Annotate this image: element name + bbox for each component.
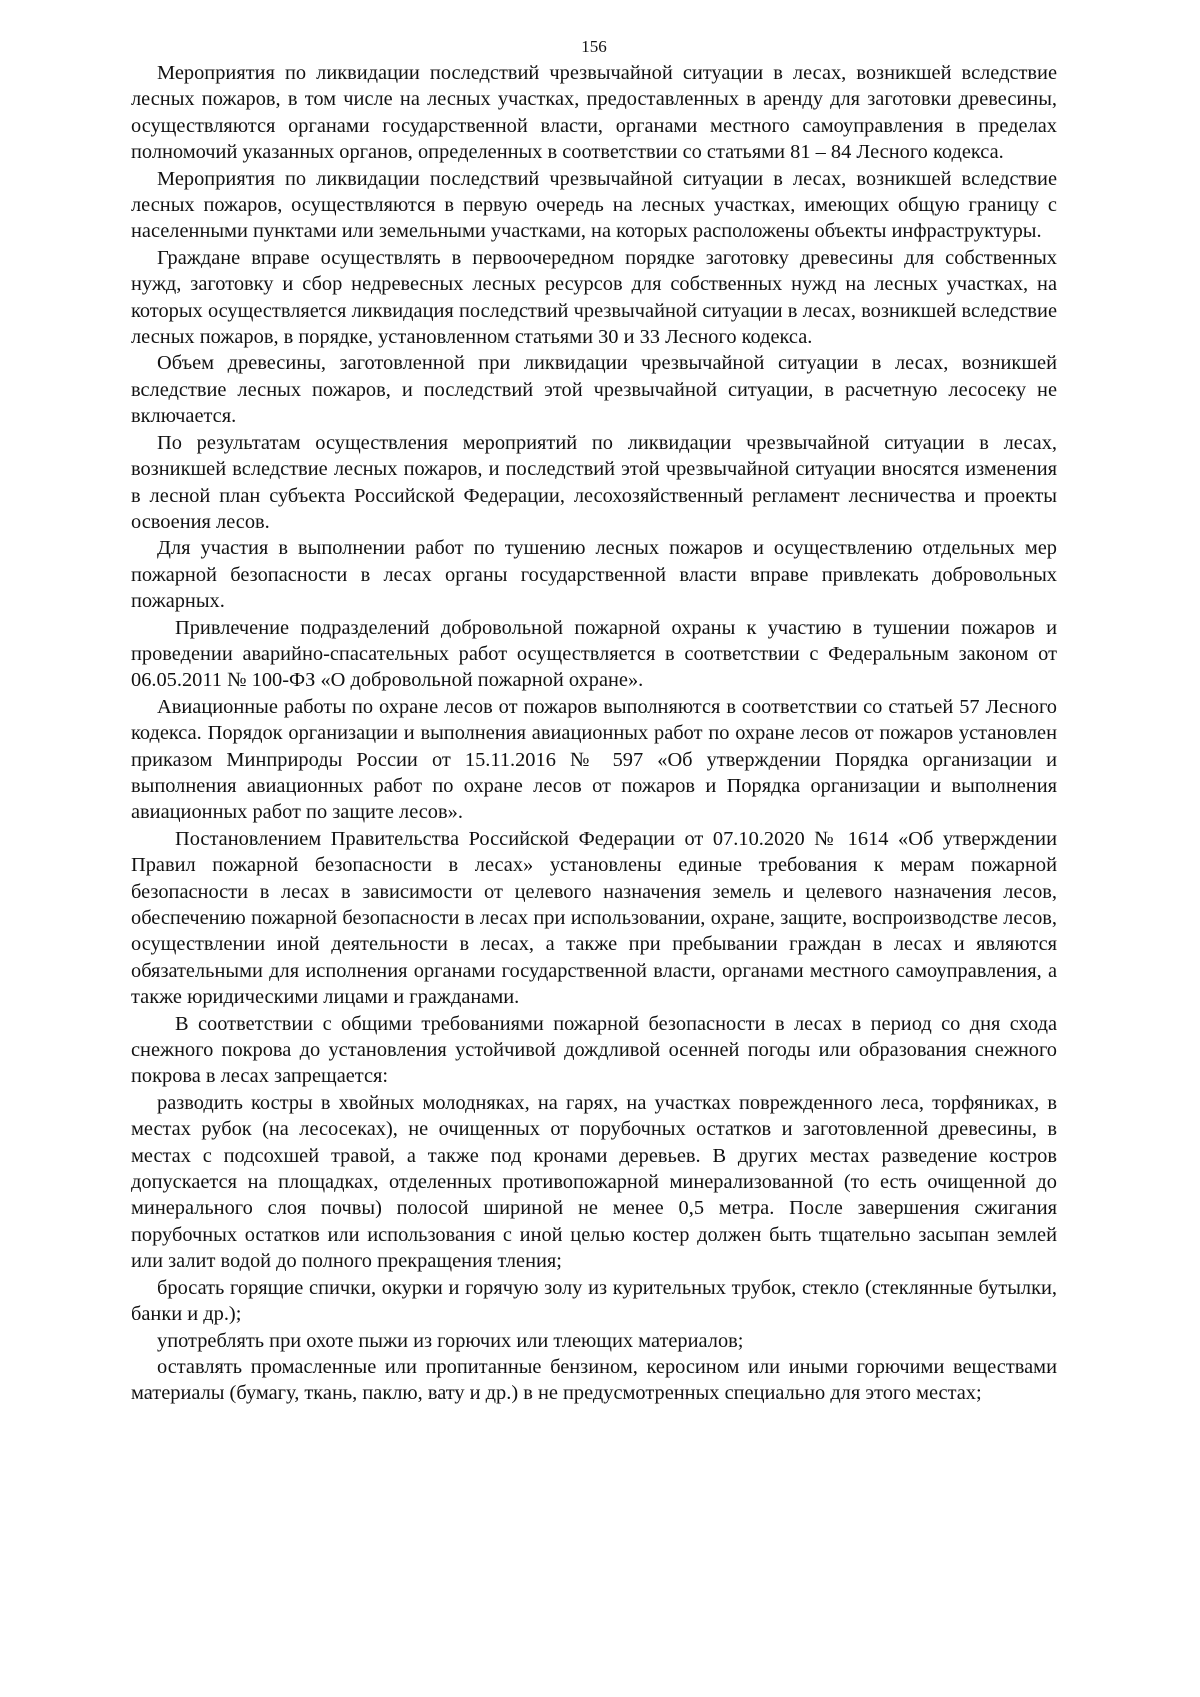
- paragraph-2: Мероприятия по ликвидации последствий чрезвычайной ситуации в лесах, возникшей вследствие лесных пожаров, осуществляются в первую очередь на лесных участках, имеющих общую границу с населенными пунктами или земельными участками, на которых расположены объекты инфраструктуры.: [131, 167, 1057, 243]
- paragraph-6: Для участия в выполнении работ по тушению лесных пожаров и осуществлению отдельных мер пожарной безопасности в лесах органы государственной власти вправе привлекать добровольных пожарных.: [131, 537, 1057, 613]
- paragraph-5: По результатам осуществления мероприятий по ликвидации чрезвычайной ситуации в лесах, возникшей вследствие лесных пожаров, и последствий этой чрезвычайной ситуации вносятся изменения в лесной план субъекта Российской Федерации, лесохозяйственный регламент лесничества и проекты освоения лесов.: [131, 431, 1057, 533]
- paragraph-7: Привлечение подразделений добровольной пожарной охраны к участию в тушении пожаров и проведении аварийно-спасательных работ осуществляется в соответствии с Федеральным законом от 06.05.2011 № 100-ФЗ «О добровольной пожарной охране».: [131, 616, 1057, 692]
- paragraph-3: Граждане вправе осуществлять в первоочередном порядке заготовку древесины для собственных нужд, заготовку и сбор недревесных лесных ресурсов для собственных нужд на лесных участках, на которых осуществляется ликвидация последствий чрезвычайной ситуации в лесах, возникшей вследствие лесных пожаров, в порядке, установленном статьями 30 и 33 Лесного кодекса.: [131, 246, 1057, 349]
- list-item-2: бросать горящие спички, окурки и горячую золу из курительных трубок, стекло (стеклянные бутылки, банки и др.);: [131, 1276, 1057, 1326]
- paragraph-8: Авиационные работы по охране лесов от пожаров выполняются в соответствии со статьей 57 Лесного кодекса. Порядок организации и выполнения авиационных работ по охране лесов от пожаров установлен приказом Минприроды России от 15.11.2016 № 597 «Об утверждении Порядка организации и выполнения авиационных работ по охране лесов от пожаров и Порядка организации и выполнения авиационных работ по защите лесов».: [131, 695, 1057, 824]
- paragraph-1: Мероприятия по ликвидации последствий чрезвычайной ситуации в лесах, возникшей вследствие лесных пожаров, в том числе на лесных участках, предоставленных в аренду для заготовки древесины, осуществляются органами государственной власти, органами местного самоуправления в пределах полномочий указанных органов, определенных в соответствии со статьями 81 – 84 Лесного кодекса.: [131, 62, 1057, 164]
- paragraph-10: В соответствии с общими требованиями пожарной безопасности в лесах в период со дня схода снежного покрова до установления устойчивой дождливой осенней погоды или образования снежного покрова в лесах запрещается:: [131, 1012, 1057, 1088]
- list-item-1: разводить костры в хвойных молодняках, на гарях, на участках поврежденного леса, торфяниках, в местах рубок (на лесосеках), не очищенных от порубочных остатков и заготовленной древесины, в местах с подсохшей травой, а также под кронами деревьев. В других местах разведение костров допускается на площадках, отделенных противопожарной минерализованной (то есть очищенной до минерального слоя почвы) полосой шириной не менее 0,5 метра. После завершения сжигания порубочных остатков или использования с иной целью костер должен быть тщательно засыпан землей или залит водой до полного прекращения тления;: [131, 1091, 1057, 1273]
- document-page: [131, 36, 1057, 1407]
- paragraph-9: Постановлением Правительства Российской Федерации от 07.10.2020 № 1614 «Об утверждении Правил пожарной безопасности в лесах» установлены единые требования к мерам пожарной безопасности в лесах в зависимости от целевого назначения земель и целевого назначения лесов, обеспечению пожарной безопасности в лесах при использовании, охране, защите, воспроизводстве лесов, осуществлении иной деятельности в лесах, а также при пребывании граждан в лесах и являются обязательными для исполнения органами государственной власти, органами местного самоуправления, а также юридическими лицами и гражданами.: [131, 827, 1057, 1009]
- list-item-3: употреблять при охоте пыжи из горючих или тлеющих материалов;: [157, 1329, 744, 1352]
- paragraph-4: Объем древесины, заготовленной при ликвидации чрезвычайной ситуации в лесах, возникшей вследствие лесных пожаров, и последствий этой чрезвычайной ситуации, в расчетную лесосеку не включается.: [131, 352, 1057, 428]
- list-item-4: оставлять промасленные или пропитанные бензином, керосином или иными горючими веществами материалы (бумагу, ткань, паклю, вату и др.) в не предусмотренных специально для этого местах;: [131, 1355, 1057, 1405]
- page-number: 156: [581, 37, 607, 56]
